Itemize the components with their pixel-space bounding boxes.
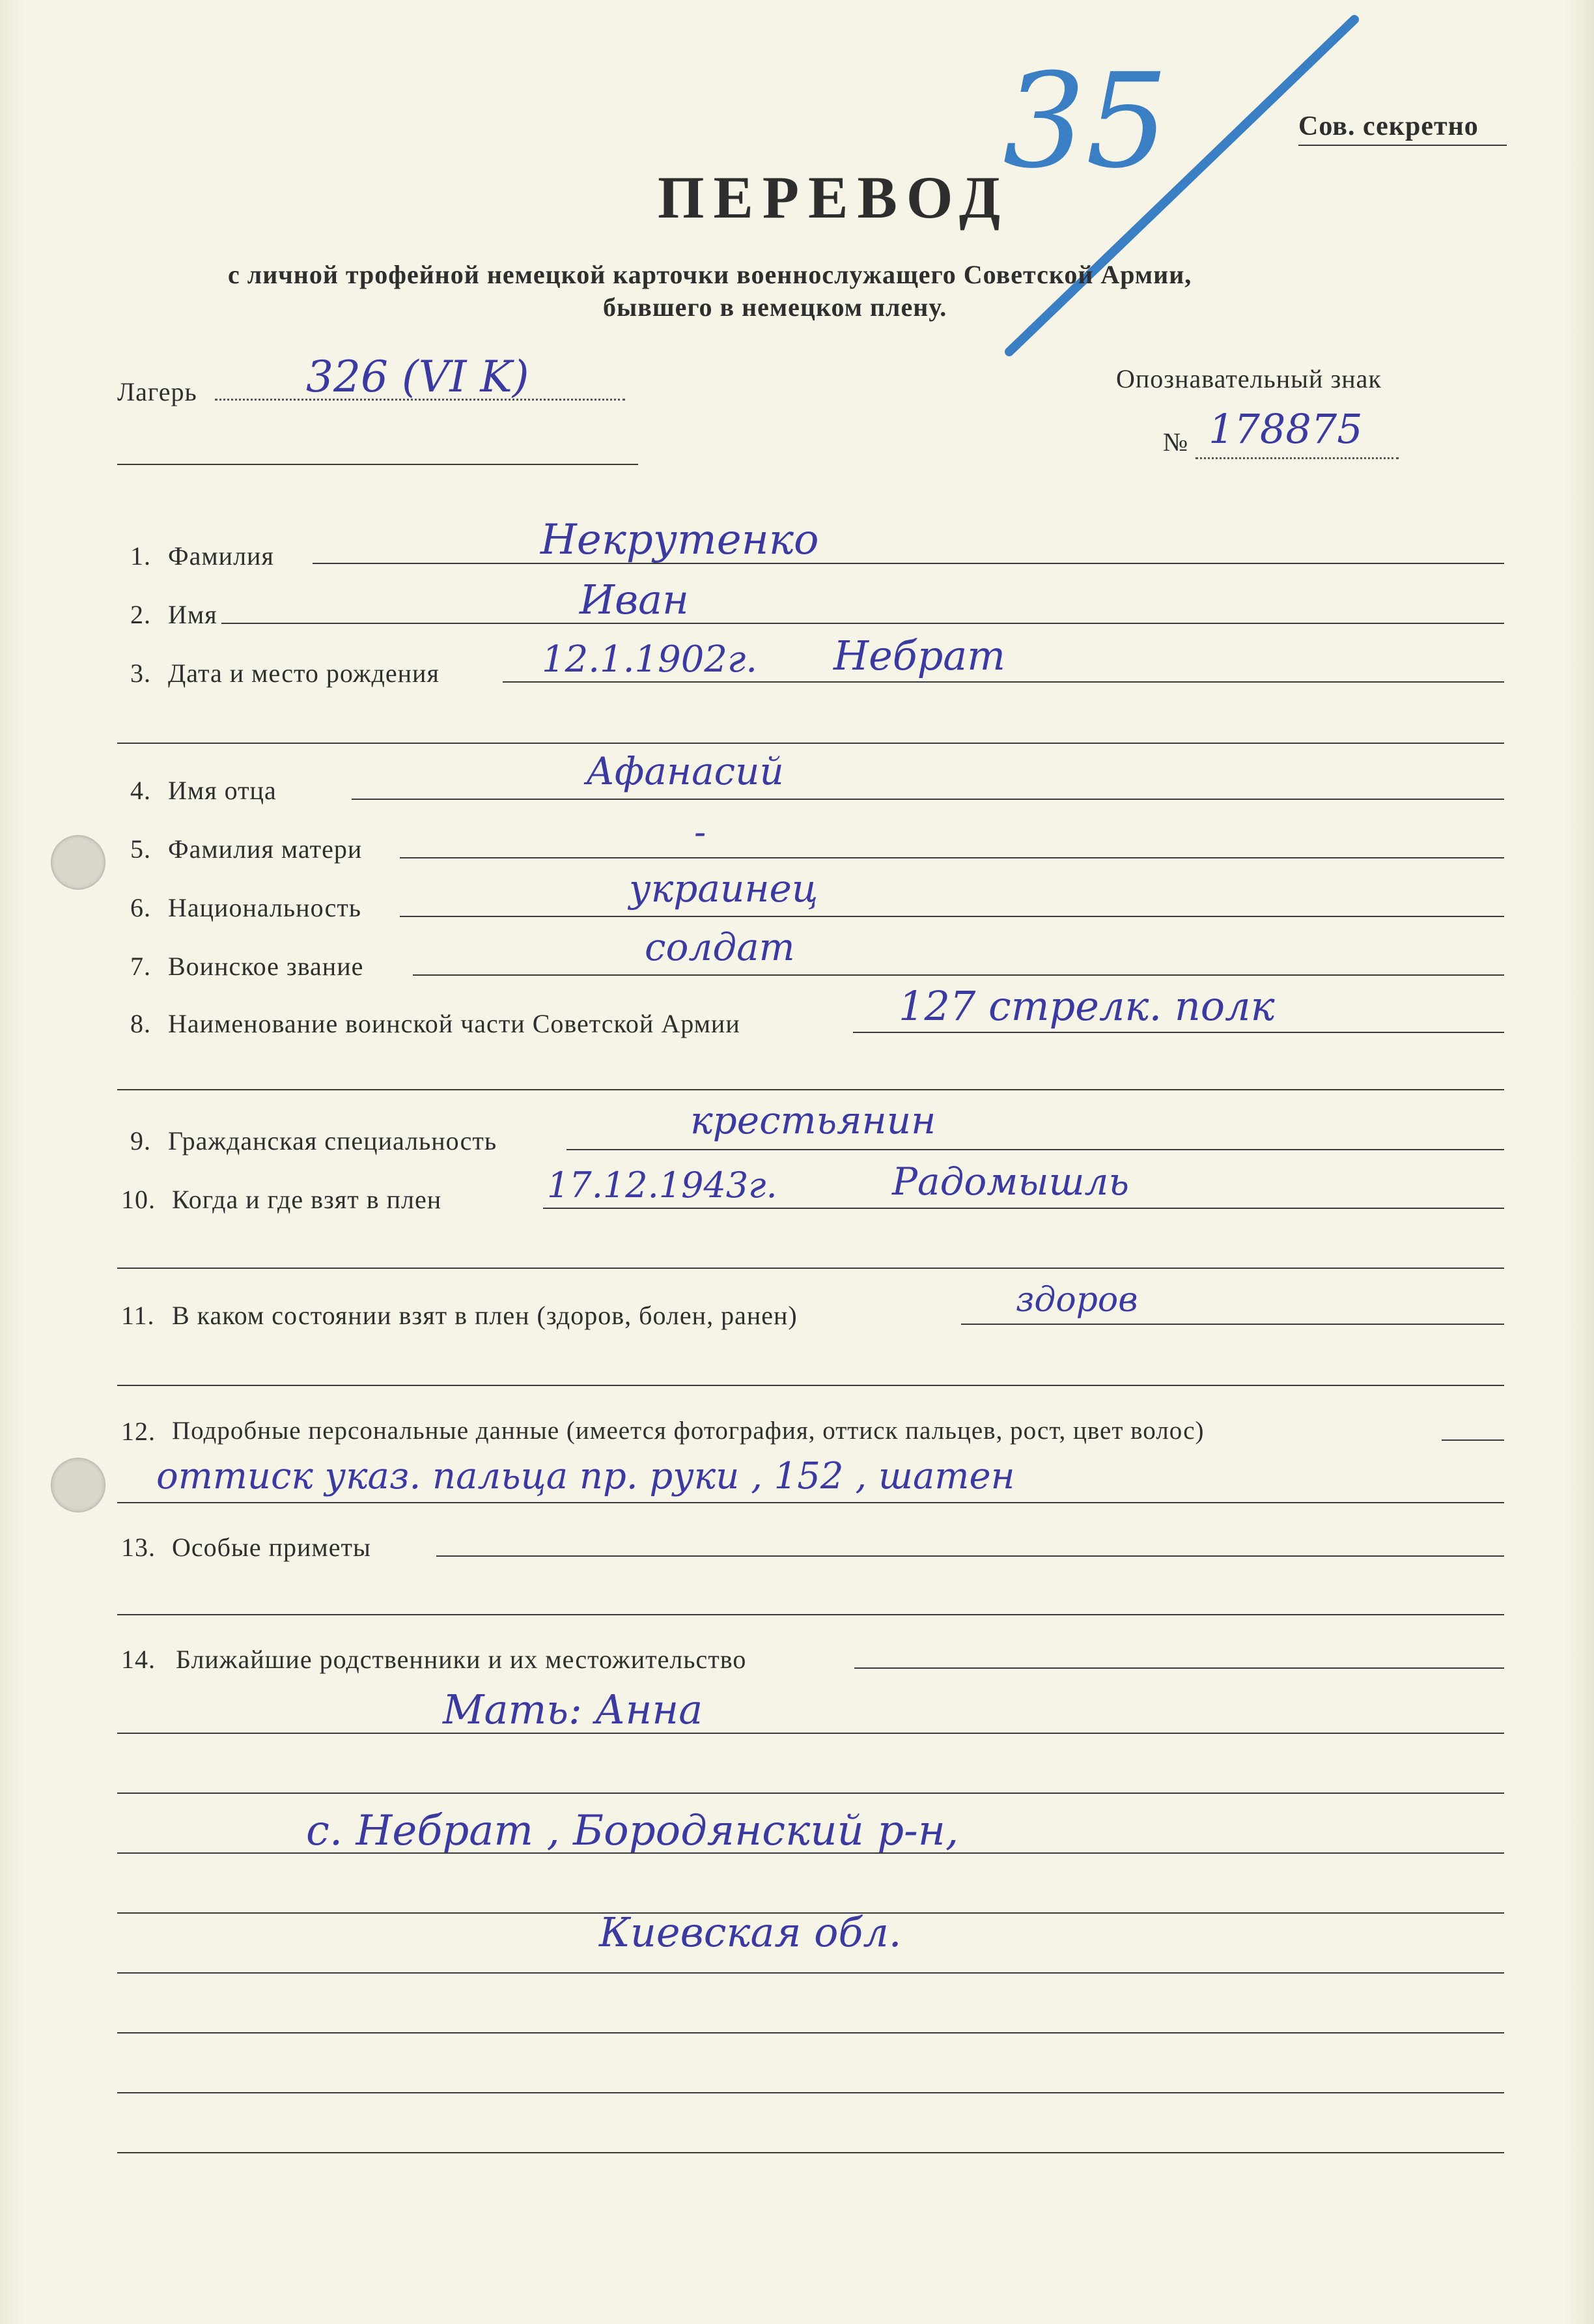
field-3-number: 3. [130,659,151,688]
id-tag-label: Опознавательный знак [1116,364,1382,393]
field-14-label: Ближайшие родственники и их местожительство [176,1645,747,1674]
relatives-line-6 [117,2032,1504,2034]
punch-hole-bottom [51,1458,105,1512]
field-10-number: 10. [121,1185,156,1214]
field-3-value: 12.1.1902г. [542,638,758,681]
field-14-value-relative: Мать: Анна [443,1686,703,1733]
field-7-value: солдат [645,925,795,969]
relatives-line-7 [117,2092,1504,2093]
field-13-line [436,1555,1504,1557]
field-2-number: 2. [130,600,151,629]
field-5-number: 5. [130,834,151,864]
field-3-label: Дата и место рождения [168,659,440,688]
field-5-value: - [694,812,706,853]
field-8-line [853,1032,1504,1033]
punch-hole-top [51,835,105,890]
field-13-extra-line [117,1614,1504,1615]
relatives-line-5 [117,1972,1504,1974]
subtitle-line-1: с личной трофейной немецкой карточки военнослужащего Советской Армии, [228,260,1192,289]
field-5-label: Фамилия матери [168,834,363,864]
field-10-value: 17.12.1943г. [547,1165,777,1206]
relatives-line-2 [117,1793,1504,1794]
field-14-number: 14. [121,1645,156,1674]
classification-label: Сов. секретно [1298,111,1479,141]
field-10-extra-line [117,1268,1504,1269]
field-13-label: Особые приметы [172,1533,371,1562]
field-2-label: Имя [168,600,217,629]
stamp-number: 35 [1003,46,1169,197]
field-4-line [352,799,1504,800]
relatives-line-8 [117,2152,1504,2153]
field-10-value-place: Радомышль [892,1159,1130,1204]
field-8-value: 127 стрелк. полк [899,982,1275,1030]
field-11-extra-line [117,1385,1504,1386]
field-13-number: 13. [121,1533,156,1562]
field-12-extra-line [117,1502,1504,1503]
field-9-line [566,1149,1504,1150]
field-6-line [400,916,1504,917]
field-3-line [503,681,1504,683]
id-tag-value: 178875 [1209,405,1363,453]
subtitle-line-2: бывшего в немецком плену. [603,292,947,322]
field-11-number: 11. [121,1301,155,1330]
field-8-label: Наименование воинской части Советской Армии [168,1009,740,1038]
field-12-line [1442,1439,1504,1441]
field-1-number: 1. [130,541,151,571]
id-tag-line [1196,457,1399,459]
field-14-value-region: Киевская обл. [599,1908,902,1956]
field-1-value: Некрутенко [540,516,819,564]
field-6-label: Национальность [168,893,362,922]
field-1-label: Фамилия [168,541,274,571]
field-9-number: 9. [130,1126,151,1155]
field-2-line [221,623,1504,624]
camp-value: 326 (VI K) [306,352,529,402]
field-14-line [854,1667,1504,1669]
field-7-label: Воинское звание [168,952,364,981]
field-6-number: 6. [130,893,151,922]
field-4-number: 4. [130,776,151,805]
camp-extra-line [117,464,638,465]
field-2-value: Иван [580,576,689,623]
field-10-line [543,1208,1504,1209]
field-8-extra-line [117,1089,1504,1090]
field-3-extra-line [117,743,1504,744]
field-10-label: Когда и где взят в плен [172,1185,442,1214]
field-11-label: В каком состоянии взят в плен (здоров, болен, ранен) [172,1301,798,1330]
field-5-line [400,857,1504,858]
page-title: ПЕРЕВОД [658,164,1010,231]
camp-label: Лагерь [117,377,197,406]
field-4-value: Афанасий [586,749,784,793]
field-3-value-place: Небрат [833,632,1006,679]
field-7-number: 7. [130,952,151,981]
relatives-line-1 [117,1733,1504,1734]
field-6-value: украинец [629,866,818,911]
field-11-value: здоров [1016,1281,1138,1320]
field-9-value: крестьянин [690,1098,936,1142]
relatives-line-3 [117,1852,1504,1854]
field-12-number: 12. [121,1417,156,1446]
field-4-label: Имя отца [168,776,277,805]
field-14-value-village: с. Небрат , Бородянский р-н, [306,1807,959,1855]
field-11-line [961,1324,1504,1325]
field-12-value: оттиск указ. пальца пр. руки , 152 , шатен [156,1455,1015,1497]
field-7-line [413,974,1504,976]
field-1-line [313,563,1504,564]
field-12-label: Подробные персональные данные (имеется фотография, оттиск пальцев, рост, цвет волос) [172,1417,1205,1445]
field-8-number: 8. [130,1009,151,1038]
id-tag-number-sign: № [1163,427,1189,457]
field-9-label: Гражданская специальность [168,1126,497,1155]
